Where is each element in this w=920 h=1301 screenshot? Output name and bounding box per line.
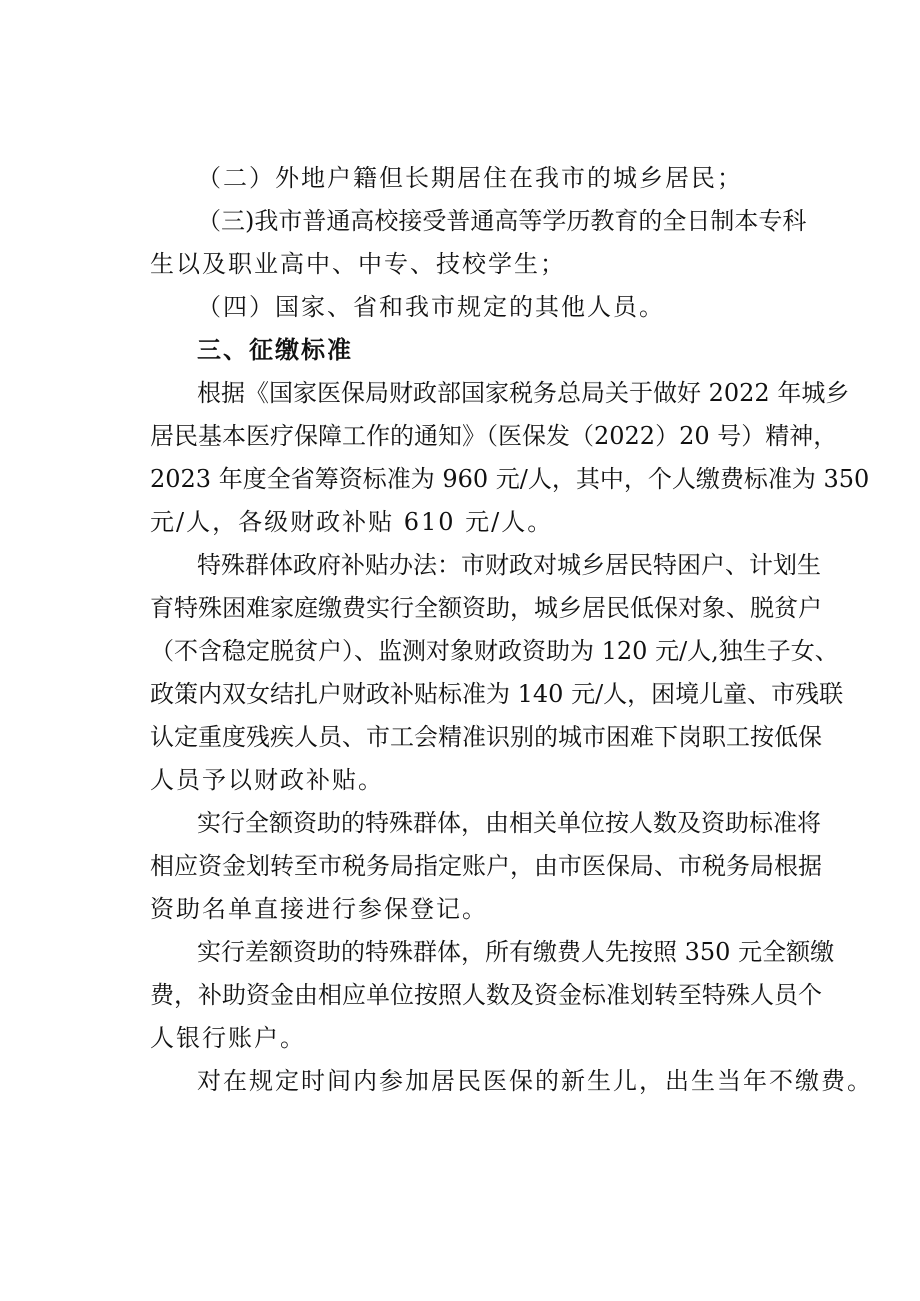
para-full-aid-line1: 实行全额资助的特殊群体，由相关单位按人数及资助标准将 xyxy=(197,809,821,837)
para-subsidy-line2: 育特殊困难家庭缴费实行全额资助，城乡居民低保对象、脱贫户 xyxy=(150,594,822,622)
para-basis-line2: 居民基本医疗保障工作的通知》（医保发（2022）20 号）精神， xyxy=(150,422,838,450)
para-diff-aid-line2: 费，补助资金由相应单位按照人数及资金标准划转至特殊人员个 xyxy=(150,981,822,1009)
para-basis-line1: 根据《国家医保局财政部国家税务总局关于做好 2022 年城乡 xyxy=(197,379,850,407)
para-subsidy-line4: 政策内双女结扎户财政补贴标准为 140 元/人，困境儿童、市残联 xyxy=(150,680,844,708)
para-diff-aid-line1: 实行差额资助的特殊群体，所有缴费人先按照 350 元全额缴 xyxy=(197,938,835,966)
item-three-text-line1: （三)我市普通高校接受普通高等学历教育的全日制本专科 xyxy=(197,207,807,235)
para-full-aid-line3: 资助名单直接进行参保登记。 xyxy=(150,895,488,923)
para-basis-line3: 2023 年度全省筹资标准为 960 元/人，其中，个人缴费标准为 350 xyxy=(150,465,870,493)
para-subsidy-line6: 人员予以财政补贴。 xyxy=(150,766,384,794)
para-full-aid-line2: 相应资金划转至市税务局指定账户，由市医保局、市税务局根据 xyxy=(150,852,822,880)
para-basis-line4: 元/人，各级财政补贴 610 元/人。 xyxy=(150,508,554,536)
section-heading: 三、征缴标准 xyxy=(197,336,353,364)
item-three-text-line2: 生以及职业高中、中专、技校学生； xyxy=(150,250,566,278)
para-diff-aid-line3: 人银行账户。 xyxy=(150,1024,306,1052)
para-subsidy-line3: （不含稳定脱贫户）、监测对象财政资助为 120 元/人,独生子女、 xyxy=(150,637,839,665)
para-subsidy-line1: 特殊群体政府补贴办法：市财政对城乡居民特困户、计划生 xyxy=(197,551,821,579)
para-subsidy-line5: 认定重度残疾人员、市工会精准识别的城市困难下岗职工按低保 xyxy=(150,723,822,751)
para-newborn: 对在规定时间内参加居民医保的新生儿，出生当年不缴费。 xyxy=(197,1067,873,1095)
item-two-text: （二）外地户籍但长期居住在我市的城乡居民； xyxy=(197,164,743,192)
item-four-text: （四）国家、省和我市规定的其他人员。 xyxy=(197,293,665,321)
